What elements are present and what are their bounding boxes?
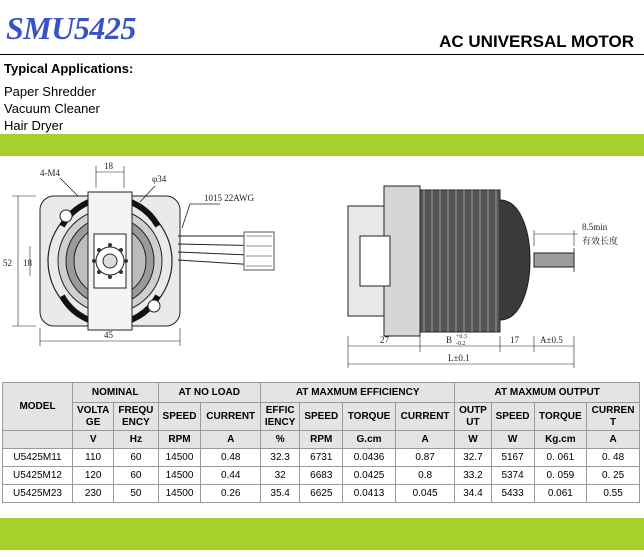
table-cell: 0.55 bbox=[587, 485, 640, 503]
spec-table bbox=[2, 382, 640, 503]
col-frequency: FREQU ENCY bbox=[114, 403, 158, 431]
unit-cell: A bbox=[587, 431, 640, 449]
unit-cell: A bbox=[201, 431, 261, 449]
cell-model: U5425M12 bbox=[3, 467, 73, 485]
header-model: MODEL bbox=[3, 383, 73, 431]
label-diameter: φ34 bbox=[152, 174, 167, 184]
dim-side-atol: A±0.5 bbox=[540, 335, 563, 345]
table-cell: 34.4 bbox=[455, 485, 491, 503]
table-cell: 6683 bbox=[300, 467, 343, 485]
unit-cell: RPM bbox=[158, 431, 201, 449]
table-cell: 0. 48 bbox=[587, 449, 640, 467]
table-cell: 230 bbox=[73, 485, 114, 503]
motor-technical-drawing bbox=[0, 156, 644, 374]
table-cell: 60 bbox=[114, 467, 158, 485]
table-cell: 0.0436 bbox=[343, 449, 396, 467]
table-cell: 14500 bbox=[158, 485, 201, 503]
table-cell: 14500 bbox=[158, 467, 201, 485]
header-no-load: AT NO LOAD bbox=[158, 383, 261, 403]
header-nominal: NOMINAL bbox=[73, 383, 159, 403]
col-speed: SPEED bbox=[300, 403, 343, 431]
dim-side-b: B bbox=[446, 335, 453, 345]
dim-side-b-tol-plus: +0.3 bbox=[456, 334, 467, 340]
unit-cell: A bbox=[395, 431, 455, 449]
header-max-efficiency: AT MAXMUM EFFICIENCY bbox=[261, 383, 455, 403]
label-screw: 4-M4 bbox=[40, 168, 60, 178]
table-cell: 0. 25 bbox=[587, 467, 640, 485]
dim-side-c: 17 bbox=[510, 335, 519, 345]
model-title: SMU5425 bbox=[6, 10, 136, 46]
dim-front-left-inner: 18 bbox=[23, 258, 32, 268]
table-row bbox=[3, 485, 640, 503]
table-cell: 0. 061 bbox=[534, 449, 587, 467]
dim-shaft-note: 有效长度 bbox=[582, 236, 619, 246]
table-cell: 0.8 bbox=[395, 467, 455, 485]
col-output: OUTP UT bbox=[455, 403, 491, 431]
table-cell: 5167 bbox=[491, 449, 534, 467]
table-row bbox=[3, 449, 640, 467]
cell-model: U5425M11 bbox=[3, 449, 73, 467]
dim-side-l: L±0.1 bbox=[448, 353, 470, 363]
table-cell: 120 bbox=[73, 467, 114, 485]
col-current: CURREN T bbox=[587, 403, 640, 431]
unit-cell: % bbox=[261, 431, 300, 449]
table-row bbox=[3, 467, 640, 485]
unit-model-blank bbox=[3, 431, 73, 449]
header-rule bbox=[0, 54, 644, 55]
table-cell: 110 bbox=[73, 449, 114, 467]
table-cell: 14500 bbox=[158, 449, 201, 467]
product-type-title: AC UNIVERSAL MOTOR bbox=[439, 32, 634, 51]
dim-shaft: 8.5min bbox=[582, 222, 608, 232]
col-speed: SPEED bbox=[158, 403, 201, 431]
label-wire: 1015 22AWG bbox=[204, 193, 255, 203]
unit-cell: W bbox=[455, 431, 491, 449]
table-cell: 5433 bbox=[491, 485, 534, 503]
col-torque: TORQUE bbox=[343, 403, 396, 431]
table-cell: 0.0425 bbox=[343, 467, 396, 485]
table-cell: 32.7 bbox=[455, 449, 491, 467]
unit-cell: Hz bbox=[114, 431, 158, 449]
table-cell: 6731 bbox=[300, 449, 343, 467]
table-cell: 0.48 bbox=[201, 449, 261, 467]
header-max-output: AT MAXMUM OUTPUT bbox=[455, 383, 640, 403]
col-speed: SPEED bbox=[491, 403, 534, 431]
applications-heading: Typical Applications: bbox=[4, 61, 134, 76]
applications-list bbox=[4, 83, 100, 134]
table-cell: 0.44 bbox=[201, 467, 261, 485]
unit-cell: G.cm bbox=[343, 431, 396, 449]
table-cell: 6625 bbox=[300, 485, 343, 503]
application-item: Vacuum Cleaner bbox=[4, 101, 100, 116]
dim-side-a: 27 bbox=[380, 335, 389, 345]
table-cell: 0.045 bbox=[395, 485, 455, 503]
table-cell: 0.061 bbox=[534, 485, 587, 503]
table-cell: 0.0413 bbox=[343, 485, 396, 503]
col-efficiency: EFFIC IENCY bbox=[261, 403, 300, 431]
application-item: Hair Dryer bbox=[4, 118, 64, 133]
unit-cell: V bbox=[73, 431, 114, 449]
table-cell: 5374 bbox=[491, 467, 534, 485]
col-current: CURRENT bbox=[395, 403, 455, 431]
table-cell: 35.4 bbox=[261, 485, 300, 503]
unit-cell: Kg.cm bbox=[534, 431, 587, 449]
dim-front-left: 52 bbox=[3, 258, 12, 268]
table-cell: 32.3 bbox=[261, 449, 300, 467]
table-cell: 50 bbox=[114, 485, 158, 503]
table-cell: 60 bbox=[114, 449, 158, 467]
table-cell: 32 bbox=[261, 467, 300, 485]
dim-front-bottom: 45 bbox=[104, 330, 113, 340]
accent-bar-bottom bbox=[0, 518, 644, 550]
dim-front-top: 18 bbox=[104, 161, 113, 171]
unit-cell: RPM bbox=[300, 431, 343, 449]
dim-side-b-tol-minus: -0.2 bbox=[456, 341, 466, 347]
unit-cell: W bbox=[491, 431, 534, 449]
col-current: CURRENT bbox=[201, 403, 261, 431]
col-torque: TORQUE bbox=[534, 403, 587, 431]
cell-model: U5425M23 bbox=[3, 485, 73, 503]
accent-bar-top bbox=[0, 134, 644, 156]
table-cell: 0. 059 bbox=[534, 467, 587, 485]
table-cell: 0.26 bbox=[201, 485, 261, 503]
application-item: Paper Shredder bbox=[4, 84, 96, 99]
table-cell: 0.87 bbox=[395, 449, 455, 467]
table-cell: 33.2 bbox=[455, 467, 491, 485]
col-voltage: VOLTA GE bbox=[73, 403, 114, 431]
